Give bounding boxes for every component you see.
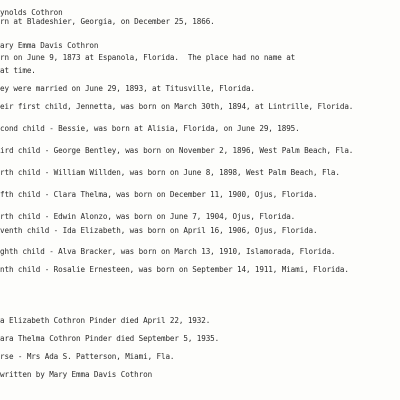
text-line-birth-mary: rn on June 9, 1873 at Espanola, Florida. The place had no name at <box>0 53 296 62</box>
text-line-child-3: ird child - George Bentley, was born on November 2, 1896, West Palm Beach, Fla. <box>0 146 354 155</box>
text-line-nurse: rse - Mrs Ada S. Patterson, Miami, Fla. <box>0 352 175 361</box>
text-line-name-reynolds: ynolds Cothron <box>0 8 63 17</box>
text-line-death-ida: a Elizabeth Cothron Pinder died April 22, 1932. <box>0 316 211 325</box>
text-line-child-9: nth child - Rosalie Ernesteen, was born on September 14, 1911, Miami, Florida. <box>0 265 349 274</box>
text-line-child-8: ghth child - Alva Bracker, was born on March 13, 1910, Islamorada, Florida. <box>0 247 336 256</box>
text-line-child-4: rth child - William Willden, was born on June 8, 1898, West Palm Beach, Fla. <box>0 168 340 177</box>
text-line-birth-reynolds: rn at Bladeshier, Georgia, on December 25, 1866. <box>0 17 215 26</box>
text-line-child-6: rth child - Edwin Alonzo, was born on June 7, 1904, Ojus, Florida. <box>0 212 296 221</box>
text-line-author: written by Mary Emma Davis Cothron <box>0 370 153 379</box>
text-line-marriage: ey were married on June 29, 1893, at Titusville, Florida. <box>0 84 255 93</box>
text-line-child-5: fth child - Clara Thelma, was born on December 11, 1900, Ojus, Florida. <box>0 190 318 199</box>
text-line-child-1: eir first child, Jennetta, was born on March 30th, 1894, at Lintrille, Florida. <box>0 102 354 111</box>
text-line-child-2: cond child - Bessie, was born at Alisia, Florida, on June 29, 1895. <box>0 124 300 133</box>
text-line-death-clara: ara Thelma Cothron Pinder died September 5, 1935. <box>0 334 220 343</box>
text-line-birth-mary-cont: at time. <box>0 66 36 75</box>
text-line-child-7: venth child - Ida Elizabeth, was born on April 16, 1906, Ojus, Florida. <box>0 226 318 235</box>
text-line-name-mary: ary Emma Davis Cothron <box>0 41 99 50</box>
